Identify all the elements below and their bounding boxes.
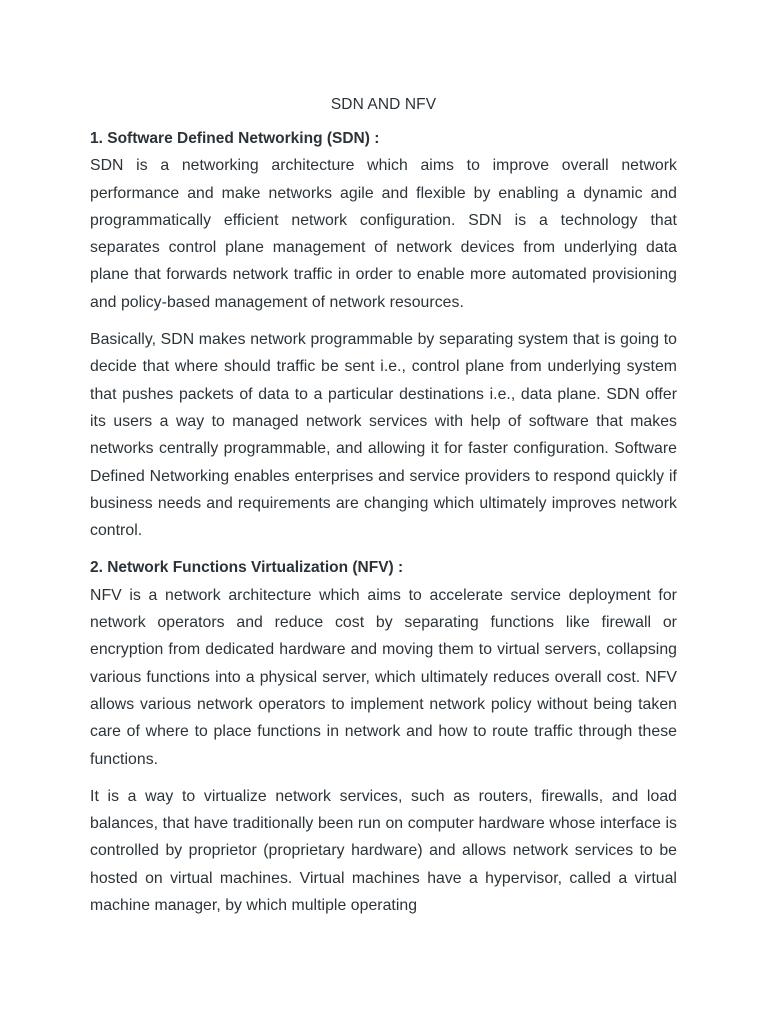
- section-heading-nfv: 2. Network Functions Virtualization (NFV) :: [90, 559, 404, 577]
- document-title: SDN AND NFV: [330, 96, 437, 113]
- section-sdn: [90, 125, 677, 544]
- section-heading-sdn: 1. Software Defined Networking (SDN) :: [90, 130, 380, 147]
- paragraph-nfv-1: NFV is a network architecture which aims to accelerate service deployment for network operators and reduce cost by separating functions like firewall or encryption from dedicated hardware and moving them to virtual servers, collapsing various functions into a physical server, which ultimately reduces overall cost. NFV allows various network operators to implement network policy without being taken care of where to place functions in network and how to route traffic through these functions.: [90, 586, 677, 768]
- paragraph-nfv-2: It is a way to virtualize network services, such as routers, firewalls, and load balances, that have traditionally been run on computer hardware whose interface is controlled by proprietor (proprietary hardware) and allows network services to be hosted on virtual machines. Virtual machines have a hypervisor, called a virtual machine manager, by which multiple operating: [90, 787, 677, 915]
- document-page: [90, 93, 677, 929]
- section-nfv: [90, 554, 677, 919]
- paragraph-sdn-1: SDN is a networking architecture which aims to improve overall network performance and make networks agile and flexible by enabling a dynamic and programmatically efficient network configuration. SDN is a technology that separates control plane management of network devices from underlying data plane that forwards network traffic in order to enable more automated provisioning and policy-based management of network resources.: [90, 157, 677, 311]
- paragraph-sdn-2: Basically, SDN makes network programmable by separating system that is going to decide that where should traffic be sent i.e., control plane from underlying system that pushes packets of data to a particular destinations i.e., data plane. SDN offer its users a way to managed network services with help of software that makes networks centrally programmable, and allowing it for faster configuration. Software Defined Networking enables enterprises and service providers to respond quickly if business needs and requirements are changing which ultimately improves network control.: [90, 331, 677, 540]
